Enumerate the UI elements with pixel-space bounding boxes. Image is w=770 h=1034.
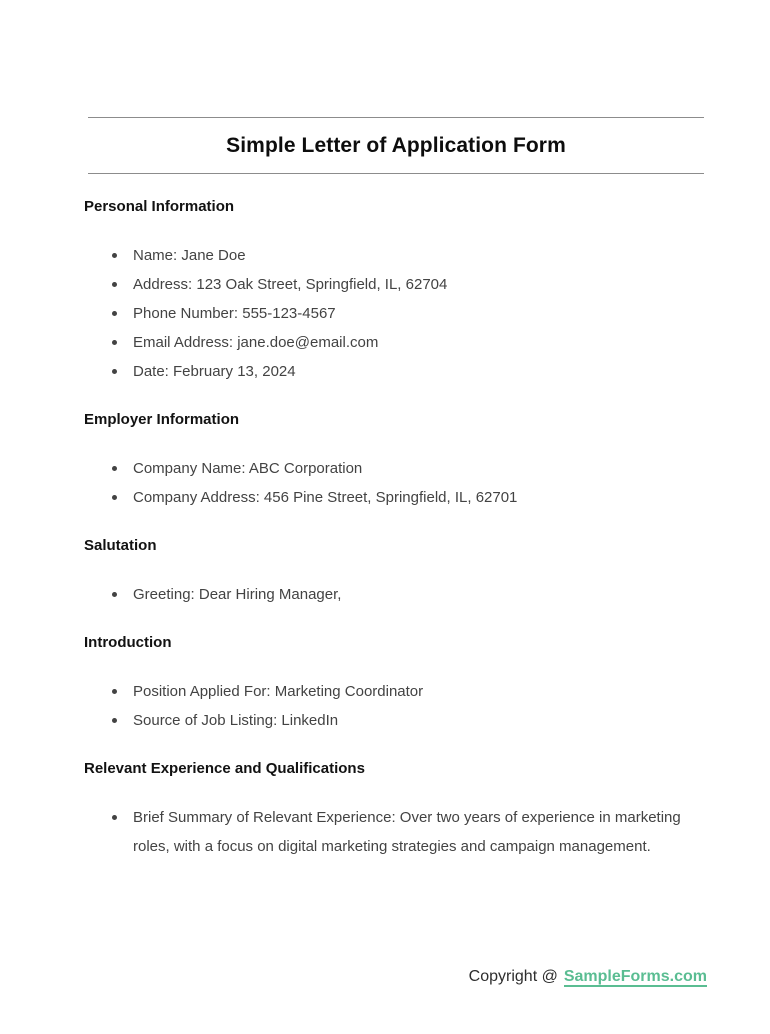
list-item: Brief Summary of Relevant Experience: Over two years of experience in marketing roles, with a focus on digital marketing strategies and campaign management. <box>84 803 684 861</box>
list-item: Address: 123 Oak Street, Springfield, IL, 62704 <box>84 270 684 299</box>
section-heading: Salutation <box>84 537 157 554</box>
section-introduction <box>84 633 704 735</box>
bullet-list <box>84 803 684 861</box>
section-employer-information <box>84 410 704 512</box>
list-item: Date: February 13, 2024 <box>84 357 684 386</box>
section-heading: Employer Information <box>84 411 240 428</box>
bullet-list <box>84 677 684 735</box>
list-item: Position Applied For: Marketing Coordinator <box>84 677 684 706</box>
list-item: Greeting: Dear Hiring Manager, <box>84 580 684 609</box>
bullet-list <box>84 580 684 609</box>
list-item: Phone Number: 555-123-4567 <box>84 299 684 328</box>
section-heading: Introduction <box>84 634 172 651</box>
list-item: Company Address: 456 Pine Street, Springfield, IL, 62701 <box>84 483 684 512</box>
list-item: Name: Jane Doe <box>84 241 684 270</box>
bullet-list <box>84 241 684 386</box>
list-item: Email Address: jane.doe@email.com <box>84 328 684 357</box>
section-heading: Personal Information <box>84 198 235 215</box>
section-heading: Relevant Experience and Qualifications <box>84 760 365 777</box>
document-title-block <box>88 117 704 174</box>
bullet-list <box>84 454 684 512</box>
section-salutation <box>84 536 704 609</box>
sampleforms-link[interactable]: SampleForms.com <box>563 968 707 985</box>
document-content <box>84 173 704 861</box>
section-relevant-experience <box>84 759 704 861</box>
section-personal-information <box>84 197 704 386</box>
list-item: Company Name: ABC Corporation <box>84 454 684 483</box>
list-item: Source of Job Listing: LinkedIn <box>84 706 684 735</box>
footer <box>469 966 707 988</box>
copyright-text: Copyright @ <box>468 968 558 985</box>
page-title: Simple Letter of Application Form <box>226 134 566 157</box>
